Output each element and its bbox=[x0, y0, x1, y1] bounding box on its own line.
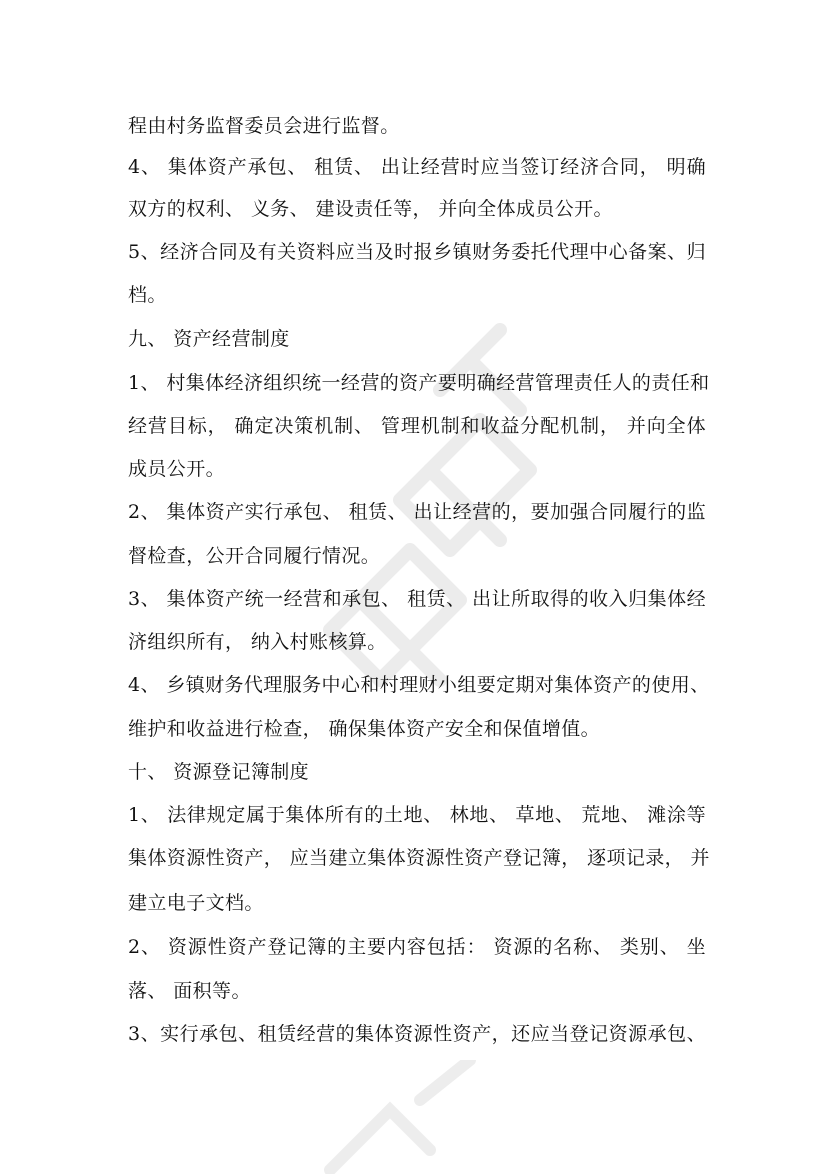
text-line-1: 程由村务监督委员会进行监督。 bbox=[128, 115, 400, 137]
text-line-22: 3、实行承包、租赁经营的集体资源性资产，还应当登记资源承包、 bbox=[128, 1023, 706, 1045]
text-line-5: 档。 bbox=[128, 284, 167, 306]
text-line-19: 建立电子文档。 bbox=[128, 892, 264, 914]
text-line-7: 1、 村集体经济组织统一经营的资产要明确经营管理责任人的责任和 bbox=[128, 372, 710, 394]
text-line-15: 维护和收益进行检查， 确保集体资产安全和保值增值。 bbox=[128, 718, 601, 740]
text-line-8: 经营目标， 确定决策机制、 管理机制和收益分配机制， 并向全体 bbox=[128, 415, 706, 437]
text-line-17: 1、 法律规定属于集体所有的土地、 林地、 草地、 荒地、 滩涂等 bbox=[128, 804, 706, 826]
text-line-21: 落、 面积等。 bbox=[128, 980, 251, 1002]
text-line-4: 5、经济合同及有关资料应当及时报乡镇财务委托代理中心备案、归 bbox=[128, 241, 706, 263]
text-line-18: 集体资源性资产， 应当建立集体资源性资产登记簿， 逐项记录， 并 bbox=[128, 847, 710, 869]
text-line-10: 2、 集体资产实行承包、 租赁、 出让经营的，要加强合同履行的监 bbox=[128, 501, 706, 523]
text-line-11: 督检查，公开合同履行情况。 bbox=[128, 545, 381, 567]
text-line-9: 成员公开。 bbox=[128, 458, 226, 480]
text-line-12: 3、 集体资产统一经营和承包、 租赁、 出让所取得的收入归集体经 bbox=[128, 588, 706, 610]
text-line-3: 双方的权利、 义务、 建设责任等， 并向全体成员公开。 bbox=[128, 198, 613, 220]
text-line-20: 2、 资源性资产登记簿的主要内容包括： 资源的名称、 类别、 坐 bbox=[128, 936, 706, 958]
watermark-logo-icon-bottom bbox=[300, 1060, 520, 1174]
section-heading-ten: 十、 资源登记簿制度 bbox=[128, 761, 310, 783]
text-line-13: 济组织所有， 纳入村账核算。 bbox=[128, 631, 387, 653]
section-heading-nine: 九、 资产经营制度 bbox=[128, 328, 290, 350]
text-line-14: 4、 乡镇财务代理服务中心和村理财小组要定期对集体资产的使用、 bbox=[128, 674, 710, 696]
text-line-2: 4、 集体资产承包、 租赁、 出让经营时应当签订经济合同， 明确 bbox=[128, 156, 706, 178]
